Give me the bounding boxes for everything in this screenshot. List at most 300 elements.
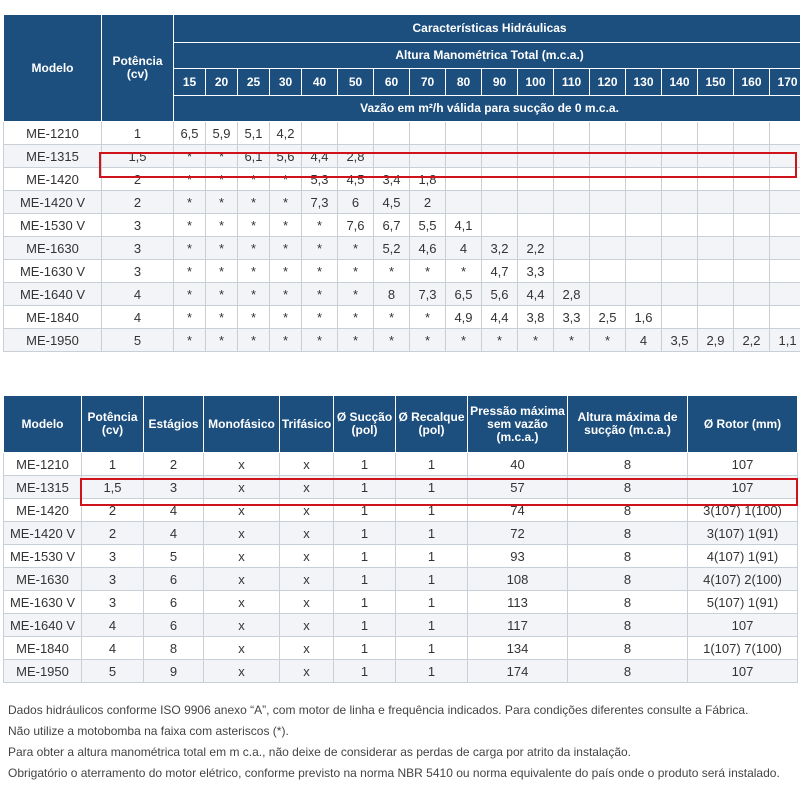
header-height-80: 80 (446, 69, 482, 96)
table-row (4, 637, 798, 660)
flow-cell (698, 306, 734, 329)
flow-cell: * (270, 260, 302, 283)
flow-cell (518, 122, 554, 145)
flow-cell: * (270, 191, 302, 214)
flow-cell: * (238, 260, 270, 283)
flow-cell: * (338, 306, 374, 329)
specifications-table (3, 395, 798, 683)
spec-cell: 1 (334, 453, 396, 476)
spec-cell: 6 (144, 614, 204, 637)
spec-cell: 6 (144, 568, 204, 591)
spec-cell: 1 (334, 476, 396, 499)
flow-cell (770, 260, 800, 283)
flow-cell: 3,3 (518, 260, 554, 283)
flow-cell: 2,8 (338, 145, 374, 168)
flow-cell (698, 145, 734, 168)
spec-cell: 107 (688, 660, 798, 683)
model-cell: ME-1640 V (4, 283, 102, 306)
flow-cell: * (302, 329, 338, 352)
table-row (4, 522, 798, 545)
flow-cell: 3,2 (482, 237, 518, 260)
model-cell: ME-1630 V (4, 260, 102, 283)
spec-cell: ME-1210 (4, 453, 82, 476)
table-row (4, 260, 800, 283)
flow-cell: * (238, 191, 270, 214)
flow-cell: 5,3 (302, 168, 338, 191)
flow-cell (698, 260, 734, 283)
spec-cell: ME-1315 (4, 476, 82, 499)
footnote-line: Não utilize a motobomba na faixa com asteriscos (*). (8, 724, 289, 738)
header-height-170: 170 (770, 69, 800, 96)
spec-cell: 4(107) 1(91) (688, 545, 798, 568)
flow-cell: 5,6 (482, 283, 518, 306)
spec-cell: ME-1840 (4, 637, 82, 660)
spec-cell: x (204, 660, 280, 683)
spec-cell: x (204, 522, 280, 545)
flow-cell: 4,4 (518, 283, 554, 306)
flow-cell: * (302, 237, 338, 260)
spec-cell: 3 (82, 591, 144, 614)
flow-cell: * (206, 283, 238, 306)
flow-cell (590, 283, 626, 306)
flow-cell (770, 122, 800, 145)
spec-cell: 113 (468, 591, 568, 614)
flow-cell (590, 260, 626, 283)
spec-header-5: Ø Sucção (pol) (334, 396, 396, 453)
power-cell: 4 (102, 306, 174, 329)
flow-cell (482, 191, 518, 214)
flow-cell: 2,5 (590, 306, 626, 329)
spec-cell: x (204, 614, 280, 637)
flow-cell (662, 260, 698, 283)
header-height-130: 130 (626, 69, 662, 96)
spec-cell: 1 (334, 637, 396, 660)
flow-cell: 4,5 (374, 191, 410, 214)
spec-cell: 93 (468, 545, 568, 568)
spec-cell: x (280, 568, 334, 591)
header-height-25: 25 (238, 69, 270, 96)
table-row (4, 453, 798, 476)
spec-cell: 1 (334, 614, 396, 637)
flow-cell (662, 168, 698, 191)
flow-cell: 4,4 (302, 145, 338, 168)
spec-cell: 2 (82, 499, 144, 522)
header-height-160: 160 (734, 69, 770, 96)
spec-cell: 8 (144, 637, 204, 660)
spec-cell: 57 (468, 476, 568, 499)
flow-cell (518, 168, 554, 191)
flow-cell (626, 191, 662, 214)
spec-cell: x (204, 453, 280, 476)
flow-cell (338, 122, 374, 145)
flow-cell: 3,8 (518, 306, 554, 329)
flow-cell: 6,5 (174, 122, 206, 145)
flow-cell (518, 214, 554, 237)
header-height-50: 50 (338, 69, 374, 96)
flow-cell (590, 145, 626, 168)
power-cell: 5 (102, 329, 174, 352)
spec-cell: 2 (82, 522, 144, 545)
spec-header-7: Pressão máxima sem vazão (m.c.a.) (468, 396, 568, 453)
spec-cell: x (204, 499, 280, 522)
table-row (4, 591, 798, 614)
flow-cell: 3,4 (374, 168, 410, 191)
spec-cell: 1 (396, 545, 468, 568)
flow-cell (662, 283, 698, 306)
footnote-line: Obrigatório o aterramento do motor elétrico, conforme previsto na norma NBR 5410 ou norma equivalente do país onde o produto será instalado. (8, 766, 780, 780)
flow-cell: * (174, 145, 206, 168)
flow-cell (698, 283, 734, 306)
spec-cell: 3(107) 1(91) (688, 522, 798, 545)
header-height-120: 120 (590, 69, 626, 96)
flow-cell (734, 191, 770, 214)
spec-cell: 3 (82, 545, 144, 568)
flow-cell: * (302, 306, 338, 329)
spec-cell: ME-1950 (4, 660, 82, 683)
spec-cell: 1 (334, 660, 396, 683)
flow-cell (662, 306, 698, 329)
flow-cell: 4 (626, 329, 662, 352)
spec-cell: 107 (688, 614, 798, 637)
spec-header-8: Altura máxima de sucção (m.c.a.) (568, 396, 688, 453)
flow-cell (518, 145, 554, 168)
flow-cell: * (302, 260, 338, 283)
flow-cell: 2,8 (554, 283, 590, 306)
flow-cell (590, 191, 626, 214)
spec-cell: 1 (334, 591, 396, 614)
spec-header-3: Monofásico (204, 396, 280, 453)
spec-cell: 1 (396, 568, 468, 591)
flow-cell (626, 145, 662, 168)
spec-cell: 4 (82, 637, 144, 660)
flow-cell: * (174, 260, 206, 283)
flow-cell: * (270, 168, 302, 191)
flow-cell (626, 237, 662, 260)
flow-cell: 5,1 (238, 122, 270, 145)
table-row (4, 568, 798, 591)
spec-cell: 8 (568, 545, 688, 568)
flow-cell: * (374, 260, 410, 283)
spec-cell: 72 (468, 522, 568, 545)
flow-cell: 1,1 (770, 329, 800, 352)
flow-cell (734, 145, 770, 168)
table-row (4, 614, 798, 637)
spec-cell: x (280, 545, 334, 568)
spec-cell: 8 (568, 499, 688, 522)
spec-cell: x (280, 660, 334, 683)
flow-cell (482, 214, 518, 237)
flow-cell: * (174, 214, 206, 237)
flow-cell: 4,9 (446, 306, 482, 329)
flow-cell: * (238, 168, 270, 191)
spec-header-2: Estágios (144, 396, 204, 453)
flow-cell (770, 168, 800, 191)
flow-cell (662, 191, 698, 214)
flow-cell (734, 122, 770, 145)
flow-cell: 6 (338, 191, 374, 214)
spec-cell: 6 (144, 591, 204, 614)
spec-cell: 8 (568, 614, 688, 637)
spec-cell: 8 (568, 637, 688, 660)
flow-cell: * (174, 237, 206, 260)
table-row (4, 306, 800, 329)
flow-cell (698, 214, 734, 237)
spec-header-0: Modelo (4, 396, 82, 453)
flow-cell: * (206, 145, 238, 168)
spec-cell: 5 (144, 545, 204, 568)
flow-cell: * (238, 329, 270, 352)
flow-cell: * (338, 260, 374, 283)
flow-cell (482, 168, 518, 191)
spec-cell: x (204, 637, 280, 660)
flow-cell: * (374, 306, 410, 329)
header-height-90: 90 (482, 69, 518, 96)
flow-cell (446, 191, 482, 214)
flow-cell (554, 260, 590, 283)
flow-cell (734, 283, 770, 306)
flow-cell: 4 (446, 237, 482, 260)
table-row (4, 191, 800, 214)
spec-cell: 74 (468, 499, 568, 522)
spec-cell: ME-1420 V (4, 522, 82, 545)
flow-cell: * (270, 329, 302, 352)
spec-cell: 1 (396, 637, 468, 660)
flow-cell: 6,1 (238, 145, 270, 168)
spec-cell: 4 (144, 522, 204, 545)
model-cell: ME-1840 (4, 306, 102, 329)
spec-cell: 8 (568, 453, 688, 476)
header-height-140: 140 (662, 69, 698, 96)
spec-cell: x (204, 568, 280, 591)
flow-cell: 5,9 (206, 122, 238, 145)
power-cell: 2 (102, 168, 174, 191)
header-height-60: 60 (374, 69, 410, 96)
table-row (4, 545, 798, 568)
model-cell: ME-1420 (4, 168, 102, 191)
spec-cell: 107 (688, 476, 798, 499)
flow-cell: 1,8 (410, 168, 446, 191)
spec-cell: ME-1640 V (4, 614, 82, 637)
spec-cell: 1 (334, 545, 396, 568)
spec-cell: ME-1630 V (4, 591, 82, 614)
flow-cell: * (206, 214, 238, 237)
flow-cell (770, 145, 800, 168)
footnote-line: Dados hidráulicos conforme ISO 9906 anexo “A”, com motor de linha e frequência indicados. Para condições diferentes consulte a Fábrica. (8, 703, 749, 717)
header-height-15: 15 (174, 69, 206, 96)
flow-cell (698, 237, 734, 260)
spec-cell: 8 (568, 660, 688, 683)
header-height-20: 20 (206, 69, 238, 96)
header-subtitle: Altura Manométrica Total (m.c.a.) (174, 43, 800, 69)
spec-cell: x (280, 522, 334, 545)
flow-cell: * (374, 329, 410, 352)
flow-cell: * (206, 260, 238, 283)
flow-cell: 4,1 (446, 214, 482, 237)
flow-cell (554, 214, 590, 237)
spec-header-6: Ø Recalque (pol) (396, 396, 468, 453)
power-cell: 4 (102, 283, 174, 306)
flow-cell (734, 260, 770, 283)
power-cell: 3 (102, 214, 174, 237)
spec-cell: ME-1530 V (4, 545, 82, 568)
flow-cell (626, 214, 662, 237)
flow-cell: 5,6 (270, 145, 302, 168)
spec-cell: 1 (82, 453, 144, 476)
flow-cell: 1,6 (626, 306, 662, 329)
spec-cell: 1 (396, 499, 468, 522)
flow-cell (770, 283, 800, 306)
flow-cell: 3,5 (662, 329, 698, 352)
spec-cell: x (204, 476, 280, 499)
flow-cell: 7,6 (338, 214, 374, 237)
flow-cell: 2,2 (518, 237, 554, 260)
flow-cell (698, 191, 734, 214)
flow-cell: 5,2 (374, 237, 410, 260)
hydraulic-characteristics-table (3, 14, 800, 352)
spec-cell: x (204, 545, 280, 568)
table-row (4, 145, 800, 168)
model-cell: ME-1420 V (4, 191, 102, 214)
flow-cell (734, 168, 770, 191)
flow-cell (482, 122, 518, 145)
spec-cell: 107 (688, 453, 798, 476)
flow-cell (590, 237, 626, 260)
table-row (4, 499, 798, 522)
flow-cell (698, 168, 734, 191)
table-row (4, 168, 800, 191)
header-height-110: 110 (554, 69, 590, 96)
flow-cell: * (590, 329, 626, 352)
flow-cell (590, 214, 626, 237)
flow-cell (770, 214, 800, 237)
header-title: Características Hidráulicas (174, 15, 800, 43)
flow-cell: 4,2 (270, 122, 302, 145)
spec-header-9: Ø Rotor (mm) (688, 396, 798, 453)
spec-cell: 5 (82, 660, 144, 683)
header-height-30: 30 (270, 69, 302, 96)
flow-cell (662, 214, 698, 237)
header-height-150: 150 (698, 69, 734, 96)
flow-cell (482, 145, 518, 168)
spec-cell: x (280, 614, 334, 637)
spec-cell: 1 (396, 522, 468, 545)
spec-cell: 5(107) 1(91) (688, 591, 798, 614)
flow-cell: * (302, 214, 338, 237)
flow-cell: * (206, 237, 238, 260)
flow-cell: 7,3 (410, 283, 446, 306)
flow-cell: * (238, 237, 270, 260)
flow-cell: * (270, 214, 302, 237)
flow-cell: * (206, 306, 238, 329)
flow-cell: 4,5 (338, 168, 374, 191)
flow-cell: 6,5 (446, 283, 482, 306)
spec-cell: 4 (144, 499, 204, 522)
table-row (4, 660, 798, 683)
power-cell: 1 (102, 122, 174, 145)
model-cell: ME-1530 V (4, 214, 102, 237)
flow-cell (734, 214, 770, 237)
flow-cell (446, 122, 482, 145)
flow-cell: * (410, 260, 446, 283)
flow-cell: * (206, 168, 238, 191)
spec-cell: 3 (82, 568, 144, 591)
spec-cell: 3(107) 1(100) (688, 499, 798, 522)
header-height-70: 70 (410, 69, 446, 96)
flow-cell (626, 283, 662, 306)
flow-cell: * (238, 214, 270, 237)
flow-cell: * (206, 191, 238, 214)
spec-cell: 8 (568, 568, 688, 591)
spec-cell: 1,5 (82, 476, 144, 499)
power-cell: 3 (102, 237, 174, 260)
spec-cell: 1 (334, 522, 396, 545)
spec-cell: 8 (568, 591, 688, 614)
flow-cell: * (410, 329, 446, 352)
flow-cell: * (238, 283, 270, 306)
flow-cell (770, 191, 800, 214)
flow-cell: * (446, 329, 482, 352)
flow-cell: 2,2 (734, 329, 770, 352)
power-cell: 3 (102, 260, 174, 283)
flow-cell (662, 122, 698, 145)
flow-cell: * (270, 237, 302, 260)
spec-cell: 117 (468, 614, 568, 637)
spec-cell: 3 (144, 476, 204, 499)
power-cell: 1,5 (102, 145, 174, 168)
table-row (4, 214, 800, 237)
header-power: Potência (cv) (102, 15, 174, 122)
flow-cell: * (338, 237, 374, 260)
flow-cell (554, 168, 590, 191)
flow-cell: 6,7 (374, 214, 410, 237)
flow-cell: * (174, 306, 206, 329)
flow-cell: * (174, 283, 206, 306)
spec-cell: 2 (144, 453, 204, 476)
model-cell: ME-1950 (4, 329, 102, 352)
spec-cell: 1 (334, 499, 396, 522)
flow-cell (626, 260, 662, 283)
flow-cell (626, 168, 662, 191)
spec-cell: 4 (82, 614, 144, 637)
table-row (4, 476, 798, 499)
model-cell: ME-1210 (4, 122, 102, 145)
flow-cell (734, 237, 770, 260)
spec-cell: ME-1630 (4, 568, 82, 591)
flow-cell: 8 (374, 283, 410, 306)
flow-cell: * (410, 306, 446, 329)
footnotes (8, 700, 798, 784)
spec-cell: ME-1420 (4, 499, 82, 522)
flow-cell (410, 122, 446, 145)
flow-cell: * (446, 260, 482, 283)
model-cell: ME-1630 (4, 237, 102, 260)
header-flow-label: Vazão em m²/h válida para sucção de 0 m.c.a. (174, 96, 800, 122)
spec-header-1: Potência (cv) (82, 396, 144, 453)
table-row (4, 283, 800, 306)
flow-cell (518, 191, 554, 214)
spec-cell: 1 (334, 568, 396, 591)
flow-cell: * (302, 283, 338, 306)
header-height-40: 40 (302, 69, 338, 96)
flow-cell (770, 306, 800, 329)
spec-cell: 174 (468, 660, 568, 683)
flow-cell (554, 122, 590, 145)
spec-cell: x (280, 591, 334, 614)
spec-cell: x (280, 453, 334, 476)
spec-cell: 1 (396, 476, 468, 499)
flow-cell: * (518, 329, 554, 352)
spec-cell: 1(107) 7(100) (688, 637, 798, 660)
